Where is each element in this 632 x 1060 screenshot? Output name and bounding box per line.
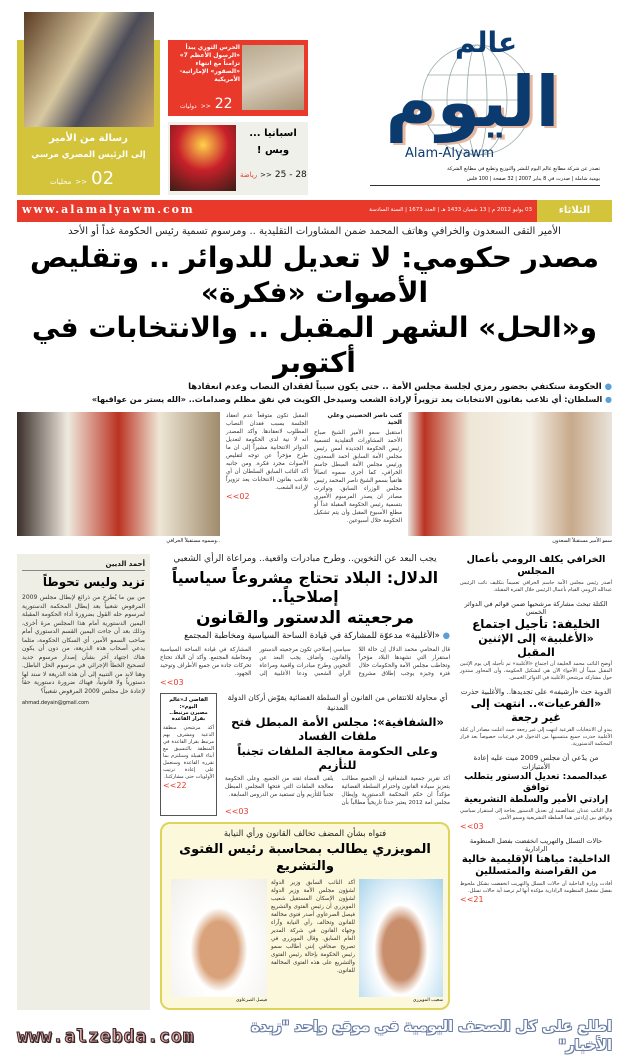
weekday-label: الثلاثاء (537, 200, 612, 222)
teaser-section: دوليات (180, 103, 197, 110)
right-4-headline-1: عبدالصمد: تعديل الدستور يتطلب توافق (464, 772, 608, 794)
teaser-ref: رياضة >> 25 - 28 (240, 170, 307, 180)
right-5-body: أفادت وزارة الداخلية أن حالات التسلل والتهريب انخفضت بشكل ملحوظ بفضل تشغيل المنظومة الرادارية مؤكدة أنها لم ترصد أية حالات تسلل. (460, 880, 612, 894)
lower-section (17, 554, 612, 1010)
right-story-2 (460, 600, 612, 682)
lead-photo-right (408, 412, 612, 536)
center-column (160, 554, 450, 1010)
banner-text: اطلع على كل الصحف اليومية في موقع واحد "زبدة الأخبار" (251, 1018, 612, 1054)
caption-right: سمو الأمير مستقبلاً السعدون (552, 538, 612, 545)
issue-date: 03 يوليو 2012 م | 13 شعبان 1433 هـ | العدد 1673 | السنة السادسة (369, 207, 532, 213)
center-bullet (160, 631, 450, 642)
bullet-icon: ● (601, 382, 612, 392)
teaser-ref: محليات >> 02 (50, 168, 115, 189)
right-column (460, 554, 612, 1010)
center-second-row (160, 693, 450, 816)
bullet-text: السلطان: أي تلاعب بقانون الانتخابات يعد تزويراً لإرادة الشعب وسيدخل الكويت في نفق مظلم وصدامات.. «الله يستر من عواقبها» (91, 395, 603, 405)
lead-bullet-2 (17, 395, 612, 406)
teaser-spain-title-2: وبس ! (256, 145, 290, 156)
teaser-title-2: إلى الرئيس المصري مرسي (31, 150, 146, 160)
right-2-kicker: الكتلة تبحث مشاركة مرشحيها ضمن قوائم في الدوائر الخمس (464, 600, 608, 617)
right-story-3 (460, 688, 612, 748)
fatwa-body: أكد النائب السابق وزير الدولة لشؤون مجلس الأمة وزير الدولة لشؤون الإسكان المستقيل شعيب المويزري أن رئيس الفتوى والتشريع فيصل الصرعاوي أصدر فتوى مخالفة للقانون وتخالف رأي النيابة وآراء وجهاء القانون في شركة المدير العام السابق. وقال المويزري في تصريح صحافي إنني أطالب سمو رئيس الحكومة بإحالة رئيس الفتوى والتشريع على هذه الفتوى المخالفة للقانون. (271, 879, 355, 974)
center-body: قال المحامي محمد الدلال إن حالة اللا استقرار التي تشهدها البلاد مؤخراً وتخاطب مجلس الأمة والحكومات خلال فترة وجيزة يوجب إطلاق مشروع سياسي إصلاحي تكون مرجعيته الدستور والقانون. وأضاف يجب البعد عن التخوين وطرح مبادرات واقعية ومراعاة الرأي الشعبي ودعا الأغلبية إلى المشاركة في قيادة الساحة السياسية ومخاطبة المجتمع. وأكد أن البلاد تحتاج تحركات جادة من جميع الأطراف وتوحيد الجهود. (160, 647, 450, 678)
sidebox-ref[interactable]: <<22 (163, 781, 187, 791)
fatwa-caption-right: شعيب المويزري (412, 997, 443, 1003)
right-story-4 (460, 754, 612, 831)
right-3-headline: «الفرعيات».. انتهت إلى غير رجعة (470, 697, 602, 725)
right-1-body: أصدر رئيس مجلس الأمة جاسم الخرافي تعميماً بتكليف نائب الرئيس عبدالله الرومي القيام بأعمال الرئيس خلال الفترة المقبلة. (460, 580, 612, 594)
teaser-photo-emir (24, 12, 154, 127)
center-ref[interactable]: <<03 (160, 678, 184, 688)
lead-body-1: استقبل سمو الأمير الشيخ صباح الأحمد المشاورات التقليدية لتسمية رئيس الحكومة الجديدة أمس رئيس مجلس الأمة السابق أحمد السعدون ورئيس مجلس الأمة المبطل جاسم الخرافي، كما أجرى سموه اتصالاً هاتفياً بسمو الشيخ ناصر المحمد رئيس مجلس الوزراء السابق. وتواترت مصادر ان يصدر المرسوم الأميري بتسمية رئيس الحكومة المقبلة غداً أو مطلع الأسبوع المقبل وأن يتم تشكيل الحكومة خلال أسبوعين. (314, 430, 402, 525)
right-3-body: يبدو أن الانتخابات الفرعية انتهت إلى غير رجعة حيث أعلنت مصادر أن كتلة الأغلبية حذرت جميع منتسبيها من الدخول في فرعيات خصوصاً بعد قرار المحكمة الدستورية. (460, 726, 612, 747)
right-3-kicker: الدوية حث «أرشيفه» على تجديدها.. والأغلبية حذرت (460, 688, 612, 697)
opinion-column (17, 554, 150, 1010)
fatwa-kicker: فتواه بشأن المضف تخالف القانون ورأي النيابة (223, 829, 387, 840)
right-2-headline-2: «الأغلبية» إلى الإثنين المقبل (478, 631, 594, 659)
bullet-text: «الأغلبية» مدعوّة للمشاركة في قيادة الساحة السياسية ومخاطبة المجتمع (184, 630, 440, 641)
right-5-kicker: حالات التسلل والتهريب انخفضت بفضل المنظومة الرادارية (469, 836, 603, 854)
right-4-ref[interactable]: <<03 (460, 821, 484, 831)
right-1-headline: الخرافي يكلف الرومي بأعمال المجلس (466, 554, 606, 578)
lead-photo-left-wrap (17, 412, 220, 544)
center-headline-2: مرجعيته الدستور والقانون (195, 607, 415, 628)
right-story-1 (460, 554, 612, 594)
opinion-title: تزيد وليس تحوطاً (42, 575, 145, 590)
lead-photo-left (17, 412, 220, 536)
opinion-email[interactable]: ahmad.deyain@gmail.com (22, 700, 89, 707)
right-4-headline-2: إرادتي الأمير والسلطة التشريعية (463, 794, 609, 805)
center-headline-1: الدلال: البلاد تحتاج مشروعاً سياسياً إصلاحياً.. (171, 568, 439, 607)
teaser-ref: دوليات >> 22 (180, 96, 233, 112)
logo-latin: Alam-Alyawm (405, 146, 495, 161)
center2-ref[interactable]: <<03 (225, 807, 249, 817)
bullet-icon: ● (602, 395, 612, 405)
teaser-section: محليات (50, 178, 72, 186)
opinion-body: من بين ما يُطرح من ذرائع لإبطال مجلس 2009 المرفوض شعبياً بعد إبطال المحكمة الدستورية لمرسوم حله القول بضرورة أداء الحكومة المقبلة اليمين الدستورية أمام هذا المجلس مرة أخرى، وذلك بعد أن جاءت اليمين القسم الدستوري أمام صاحب السمو الأمير، أي السكان الحكومة، مثلما يدعي أصحاب هذه الذريعة، من دون أن يكون هناك اجتهاد آخر بشأن إصدار مرسوم جديد لتصحيح الخطأ الإجرائي في مرسوم الحل الباطل. وهنا لابد من التنبيه إلى أن هذه الذريعة لا سند لها دستورياً ولا قانونياً، فهناك ضرورة دستورية حقاً لإعادة حل مجلس 2009 المرفوض شعبياً؟ (22, 594, 145, 695)
right-2-body: أوضح النائب محمد الخليفة أن اجتماع «الأغلبية» تم تأجيله إلى يوم الإثنين المقبل مبيناً أن الأجواء الآن هي لتشكيل الحكومة، وأن المحاور ستدور حول مشاركة مرشحي الأغلبية في الدوائر الخمس. (460, 661, 612, 682)
lead-col-1 (314, 412, 402, 544)
teaser-irgc-title: الحرس الثوري يبدأ «الرسول الأعظم 7» تزامناً مع انتهاء «الصقور» الإماراتية-الأمريكية (179, 44, 240, 83)
teaser-page: 02 (91, 168, 115, 189)
right-5-headline-1: الداخلية: مياهنا الإقليمية خالية (461, 853, 611, 865)
logo-small: عالم (455, 26, 518, 59)
lead-byline: كتب ناصر الحصيني وعلي الحيد (327, 412, 402, 427)
teaser-spain-title-1: اسبانيا ... (249, 128, 297, 139)
fatwa-left-wrap (171, 879, 267, 1003)
teaser-page: 22 (214, 96, 233, 112)
right-5-headline-2: من القراصنة والمتسللين (475, 866, 597, 878)
teaser-section: رياضة (240, 171, 258, 179)
lead-col-2 (226, 412, 308, 544)
lead-photo-right-wrap (408, 412, 612, 544)
website-link[interactable]: www.alamalyawm.com (22, 203, 195, 216)
right-5-ref[interactable]: <<21 (460, 894, 484, 904)
lead-body-2: المقبل تكون متوقعاً عدم انعقاد الجلسة بسبب فقدان النصاب المطلوب لانعقادها. وأكد المصدر أنه لا نية لدى الحكومة لتعديل الدوائر الانتخابية مشيراً إلى ان ما طرح مؤخراً عن توجه لتقليص الأصوات مجرد فكرة. ومن جانبه أكد النائب السابق السلطان أن أي تلاعب بقانون الانتخابات يعد تزويراً لإرادة الشعب. (226, 413, 308, 492)
fatwa-content (167, 879, 443, 1003)
lead-story (17, 412, 612, 544)
opinion-author: أحمد الديين (22, 560, 145, 571)
lead-ref[interactable]: <<02 (226, 492, 250, 502)
masthead-info: يومية شاملة | صدرت في 8 يناير 2007 | 32 صفحة | 100 فلس (370, 176, 600, 186)
lead-bullet-1 (17, 382, 612, 393)
right-2-headline-1: الخليفة: تأجيل اجتماع (472, 616, 600, 631)
teaser-title-1: رسالة من الأمير (49, 133, 128, 144)
bullet-icon: ● (439, 630, 450, 641)
fatwa-caption-left: فيصل الصرعاوي (235, 997, 267, 1003)
sidebox-body: أكد مرشحي منطقة الدعية ومشرف بهم مرتبط بقرار القاعدة في المنطقة بالتنسيق مع أبناء القبيلة وسنلتزم بما تقرره القاعدة وسنعمل على إعادة ترتيب الأولويات حتى مشاركتنا. (163, 725, 214, 781)
center2-kicker: أي محاولة للانتقاص من القانون أو السلطة القضائية يقوّض أركان الدولة المدنية (227, 693, 448, 713)
center2-story (225, 693, 450, 816)
caption-left: ..وسموه مستقبلاً الخرافي (166, 538, 220, 545)
logo-large: اليوم (385, 61, 560, 143)
right-4-body: قال النائب عدنان عبدالصمد إن تعديل الدستور بحاجة إلى استقرار سياسي وتوافق بين إرادتين هما السلطة التشريعية وسمو الأمير. (460, 807, 612, 821)
sidebox (160, 693, 217, 816)
lead-headline-1: مصدر حكومي: لا تعديل للدوائر .. وتقليص الأصوات «فكرة» (30, 241, 599, 309)
fatwa-right-wrap (359, 879, 443, 1003)
teaser-photo-jets (242, 45, 304, 110)
teaser-page: 25 - 28 (274, 170, 307, 180)
bullet-text: الحكومة ستكتفي بحضور رمزي لجلسة مجلس الأمة .. حتى يكون سبباً لفقدان النصاب وعدم انعقادها (188, 382, 602, 392)
center2-headline-2: وعلى الحكومة معالجة الملفات تجنباً للتأزيم (237, 743, 438, 773)
center2-headline-1: «الشفافية»: مجلس الأمة المبطل فتح ملفات الفساد (231, 714, 444, 744)
center-kicker: يجب البعد عن التخوين.. وطرح مبادرات واقعية.. ومراعاة الرأي الشعبي (173, 554, 437, 565)
lead-headline-2: و«الحل» الشهر المقبل .. والانتخابات في أكتوبر (31, 311, 598, 379)
sidebox-title-2: مصيرن مرتبط.. بقرار القاعدة (169, 709, 208, 723)
masthead-publisher: تصدر عن شركة مطابع عالم اليوم للنشر والتوزيع وتطبع في مطابع الشركة (447, 166, 600, 172)
fatwa-photo-right (359, 879, 443, 997)
right-4-kicker: من يدّعي أن مجلس 2009 ميت عليه إعادة الأمتيازات (473, 753, 599, 772)
banner-url[interactable]: www.alzebda.com (17, 1026, 195, 1048)
right-story-5 (460, 837, 612, 904)
banner (17, 1018, 612, 1060)
fatwa-photo-left (171, 879, 267, 997)
fatwa-box (160, 822, 450, 1010)
center2-body: أكد تقرير جمعية الشفافية أن الجميع مطالب بتعزيز سيادة القانون واحترام السلطة القضائية مؤكداً ان حكم المحكمة الدستورية وإبطال مجلس أمة 2012 يعتبر حدثاً تاريخياً مطالباً بأن يلقى القضاء ثقته من الجميع. وعلى الحكومة معالجة الملفات التي فتحها المجلس المبطل تجنباً للتأزيم وأن تستفيد من الدروس السابقة. (225, 776, 451, 807)
sidebox-title-1: القاضي لـ«عالم اليوم»: (169, 697, 208, 710)
lead-kicker: الأمير التقى السعدون والخرافي وهاتف المحمد ضمن المشاورات التقليدية .. ومرسوم تسمية رئيس الحكومة غداً أو الأحد (68, 226, 561, 237)
page-body (17, 225, 612, 1060)
fatwa-headline: المويزري يطالب بمحاسبة رئيس الفتوى والتشريع (179, 842, 431, 874)
teaser-photo-spain (170, 125, 236, 191)
